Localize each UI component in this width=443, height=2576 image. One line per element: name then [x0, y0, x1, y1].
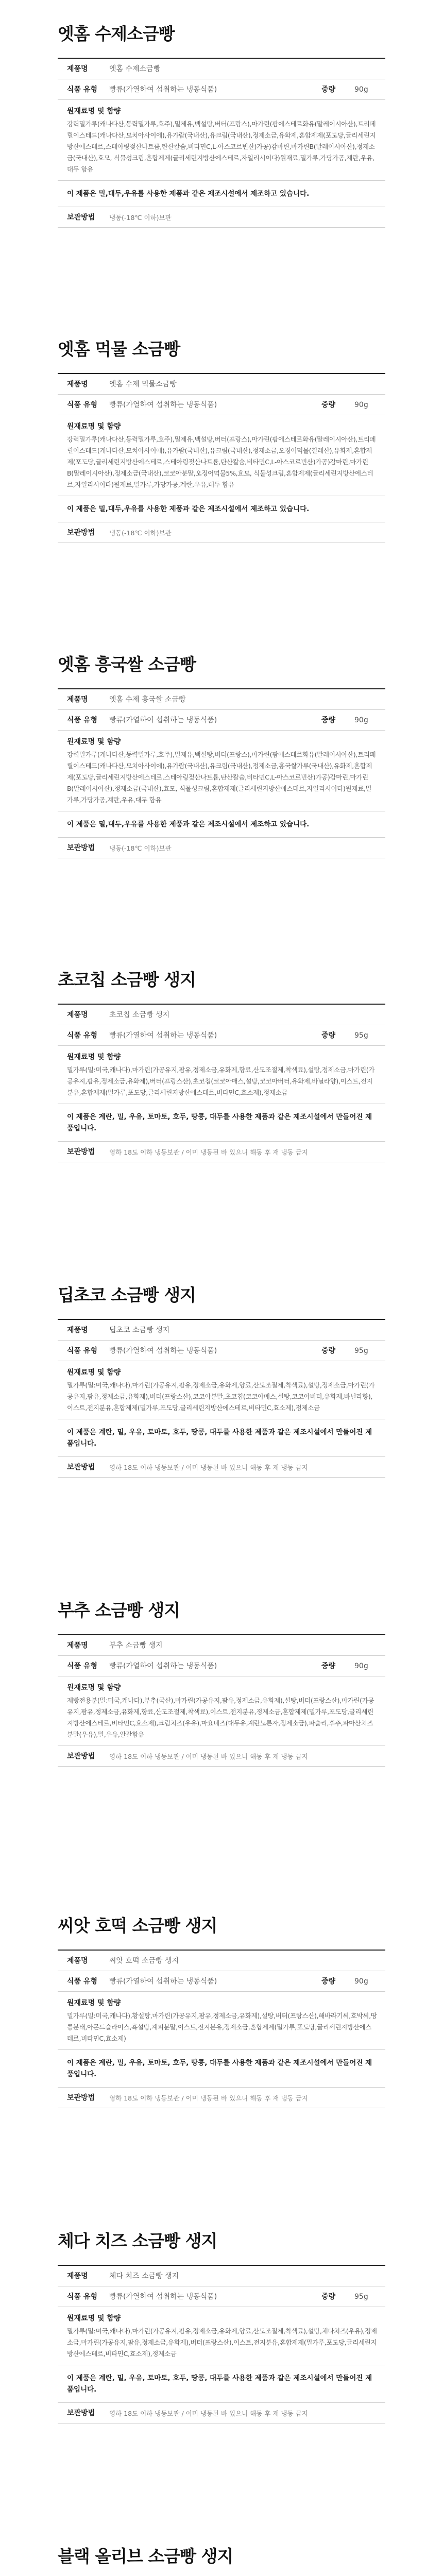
ingredients-row	[58, 1046, 385, 1104]
food-type-value: 빵류(가열하여 섭취하는 냉동식품)	[109, 1662, 217, 1670]
product-name-value: 초코칩 소금빵 생지	[109, 1011, 170, 1019]
allergy-warning: 이 제품은 계란, 밀, 우유, 토마토, 호두, 땅콩, 대두를 사용한 제품과 같은 제조시설에서 만들어진 제품입니다.	[58, 2050, 385, 2088]
storage-row	[58, 838, 385, 858]
storage-label: 보관방법	[67, 213, 95, 222]
ingredients-row	[58, 100, 385, 181]
product-name-label: 제품명	[67, 1011, 88, 1019]
storage-row	[58, 2088, 385, 2108]
ingredients-label: 원재료명 및 함량	[67, 107, 121, 115]
storage-label: 보관방법	[67, 529, 95, 537]
storage-value: 영하 18도 이하 냉동보관 / 이미 냉동된 바 있으니 해동 후 재 냉동 금지	[109, 1753, 308, 1760]
product-block	[0, 631, 443, 946]
ingredients-row	[58, 731, 385, 811]
product-info-table	[58, 688, 385, 858]
storage-row	[58, 207, 385, 228]
weight-label: 중량	[321, 1662, 336, 1670]
name-row	[58, 59, 385, 79]
ingredients-text: 강력밀가루(캐나다산,동력밀가루,호주),밀제유,백설탕,버터(프랑스),마가린(팜에스테르화유(말레이시아산),트리페릴이스테드(캐나다산,모치아사이에),유가람(국내산),유크림(국내산),정제소금,유화제,혼합제제(포도당,글리세린지방산에스테르,스테아링젖산나트륨,탄산칼슘,비타민C,L-아스코르빈산)가공)감마린,마가린B(말레이시아산),정제소금(국내산),효모, 식물성크림,혼합제제(글리세린지방산에스테르,자일리시이다)원재료,밀가루,가당가공,계란,우유,대두 함유	[67, 120, 376, 173]
storage-label: 보관방법	[67, 2409, 95, 2417]
product-block	[0, 2207, 443, 2522]
weight-value: 90g	[354, 1977, 368, 1986]
allergy-warning: 이 제품은 밀,대두,우유를 사용한 제품과 같은 제조시설에서 제조하고 있습니다.	[58, 181, 385, 207]
storage-row	[58, 2403, 385, 2424]
storage-label: 보관방법	[67, 2094, 95, 2102]
ingredients-label: 원재료명 및 함량	[67, 1368, 121, 1377]
food-type-label: 식품 유형	[67, 716, 97, 724]
name-row	[58, 1635, 385, 1656]
weight-label: 중량	[321, 716, 336, 724]
weight-value: 95g	[354, 1347, 368, 1355]
product-name-value: 부추 소금빵 생지	[109, 1641, 163, 1650]
product-title: 엣홈 먹물 소금빵	[58, 339, 180, 359]
allergy-warning: 이 제품은 계란, 밀, 우유, 토마토, 호두, 땅콩, 대두를 사용한 제품과 같은 제조시설에서 만들어진 제품입니다.	[58, 1419, 385, 1457]
type-row	[58, 710, 385, 731]
ingredients-row	[58, 415, 385, 496]
storage-value: 영하 18도 이하 냉동보관 / 이미 냉동된 바 있으니 해동 후 재 냉동 금지	[109, 1148, 308, 1156]
type-row	[58, 2286, 385, 2307]
type-row	[58, 1025, 385, 1046]
food-type-value: 빵류(가열하여 섭취하는 냉동식품)	[109, 401, 217, 409]
product-block	[0, 1892, 443, 2207]
product-name-value: 체다 치즈 소금빵 생지	[109, 2272, 179, 2280]
storage-label: 보관방법	[67, 1463, 95, 1471]
product-info-table	[58, 1319, 385, 1478]
ingredients-text: 밀가루(밀:미국,캐나다),마가린(가공유지,팜유,정제소금,유화제,향료,산도조절제,착색료),설탕,정제소금,마가린(가공유지,팜유,정제소금,유화제),버터(프랑스산),코코아분말,초코칩(코코아매스,설탕,코코아버터,유화제,바닐라향),이스트,전지분유,혼합제제(밀가루,포도당,글리세린지방산에스테르,비타민C,효소제),정제소금	[67, 1381, 375, 1412]
product-info-table	[58, 2265, 385, 2424]
weight-label: 중량	[321, 401, 336, 409]
product-name-value: 딥초코 소금빵 생지	[109, 1326, 170, 1334]
storage-value: 냉동(-18℃ 이하)보관	[109, 529, 172, 537]
ingredients-text: 강력밀가루(캐나다산,동력밀가루,호주),밀제유,백설탕,버터(프랑스),마가린(팜에스테르화유(말레이시아산),트리페릴이스테드(캐나다산,모치아사이에),유가람(국내산),유크림(국내산),정제소금,흥국쌀가루(국내산),유화제,혼합제제(포도당,글리세린지방산에스테르,스테아링젖산나트륨,탄산칼슘,비타민C,L-아스코르빈산)가공)감마린,마가린B(말레이시아산),정제소금(국내산),효모, 식물성크림,혼합제제(글리세린지방산에스테르,자일리시이다)원재료,밀가루,가당가공,계란,우유,대두 함유	[67, 751, 376, 804]
name-row	[58, 2266, 385, 2286]
allergy-warning: 이 제품은 밀,대두,우유를 사용한 제품과 같은 제조시설에서 제조하고 있습니다.	[58, 496, 385, 522]
name-row	[58, 1951, 385, 1971]
product-info-table	[58, 1004, 385, 1162]
product-name-label: 제품명	[67, 1641, 88, 1650]
allergy-warning: 이 제품은 계란, 밀, 우유, 토마토, 호두, 땅콩, 대두를 사용한 제품과 같은 제조시설에서 만들어진 제품입니다.	[58, 1104, 385, 1142]
type-row	[58, 1341, 385, 1361]
weight-value: 90g	[354, 716, 368, 724]
ingredients-row	[58, 1676, 385, 1746]
storage-row	[58, 1142, 385, 1162]
ingredients-label: 원재료명 및 함량	[67, 1684, 121, 1692]
product-info-table	[58, 58, 385, 228]
ingredients-row	[58, 1992, 385, 2050]
food-type-label: 식품 유형	[67, 1347, 97, 1355]
ingredients-text: 밀가루(밀:미국,캐나다),황설탕,마가린(가공유지,팜유,정제소금,유화제),설탕,버터(프랑스산),해바라기씨,호박씨,땅콩분태,아몬드슬라이스,흑설탕,계피분말,이스트,전지분유,정제소금,혼합제제(밀가루,포도당,글리세린지방산에스테르,비타민C,효소제)	[67, 2012, 377, 2042]
product-title: 딥초코 소금빵 생지	[58, 1285, 196, 1305]
name-row	[58, 1005, 385, 1025]
food-type-label: 식품 유형	[67, 401, 97, 409]
name-row	[58, 374, 385, 395]
type-row	[58, 1971, 385, 1992]
weight-value: 90g	[354, 1662, 368, 1670]
weight-value: 90g	[354, 86, 368, 94]
weight-value: 95g	[354, 1031, 368, 1040]
product-name-label: 제품명	[67, 696, 88, 704]
weight-value: 90g	[354, 401, 368, 409]
name-row	[58, 689, 385, 710]
food-type-value: 빵류(가열하여 섭취하는 냉동식품)	[109, 1031, 217, 1040]
storage-value: 영하 18도 이하 냉동보관 / 이미 냉동된 바 있으니 해동 후 재 냉동 금지	[109, 2094, 308, 2102]
type-row	[58, 79, 385, 100]
product-name-label: 제품명	[67, 1957, 88, 1965]
storage-label: 보관방법	[67, 1148, 95, 1156]
ingredients-row	[58, 1361, 385, 1419]
ingredients-label: 원재료명 및 함량	[67, 2314, 121, 2323]
weight-value: 95g	[354, 2293, 368, 2301]
product-name-label: 제품명	[67, 65, 88, 73]
storage-value: 영하 18도 이하 냉동보관 / 이미 냉동된 바 있으니 해동 후 재 냉동 금지	[109, 2410, 308, 2417]
storage-row	[58, 522, 385, 543]
weight-label: 중량	[321, 2293, 336, 2301]
food-type-label: 식품 유형	[67, 2293, 97, 2301]
food-type-value: 빵류(가열하여 섭취하는 냉동식품)	[109, 86, 217, 94]
product-block	[0, 1577, 443, 1892]
ingredients-label: 원재료명 및 함량	[67, 1053, 121, 1061]
product-info-table	[58, 1950, 385, 2108]
ingredients-text: 밀가루(밀:미국,캐나다),마가린(가공유지,팜유,정제소금,유화제,향료,산도조절제,착색료),설탕,체다치즈(우유),정제소금,마가린(가공유지,팜유,정제소금,유화제),버터(프랑스산),이스트,전지분유,혼합제제(밀가루,포도당,글리세린지방산에스테르,비타민C,효소제),정제소금	[67, 2327, 377, 2358]
weight-label: 중량	[321, 86, 336, 94]
type-row	[58, 1656, 385, 1676]
food-type-label: 식품 유형	[67, 1662, 97, 1670]
product-title: 체다 치즈 소금빵 생지	[58, 2231, 217, 2251]
weight-label: 중량	[321, 1347, 336, 1355]
food-type-value: 빵류(가열하여 섭취하는 냉동식품)	[109, 716, 217, 724]
ingredients-label: 원재료명 및 함량	[67, 422, 121, 431]
type-row	[58, 395, 385, 415]
weight-label: 중량	[321, 1977, 336, 1986]
food-type-label: 식품 유형	[67, 1031, 97, 1040]
food-type-label: 식품 유형	[67, 1977, 97, 1986]
food-type-label: 식품 유형	[67, 86, 97, 94]
food-type-value: 빵류(가열하여 섭취하는 냉동식품)	[109, 1347, 217, 1355]
product-info-table	[58, 373, 385, 543]
ingredients-label: 원재료명 및 함량	[67, 738, 121, 746]
storage-row	[58, 1746, 385, 1767]
product-name-label: 제품명	[67, 380, 88, 388]
ingredients-text: 밀가루(밀:미국,캐나다),마가린(가공유지,팜유,정제소금,유화제,향료,산도조절제,착색료),설탕,정제소금,마가린(가공유지,팜유,정제소금,유화제),버터(프랑스산),초코칩(코코아매스,설탕,코코아버터,유화제,바닐라향),이스트,전지분유,혼합제제(밀가루,포도당,글리세린지방산에스테르,비타민C,효소제),정제소금	[67, 1066, 375, 1096]
product-title: 엣홈 수제소금빵	[58, 24, 175, 44]
product-title: 부추 소금빵 생지	[58, 1600, 180, 1620]
product-title: 초코칩 소금빵 생지	[58, 970, 196, 990]
product-name-value: 엣홈 수제 먹물소금빵	[109, 380, 177, 388]
storage-row	[58, 1457, 385, 1478]
product-block	[0, 2522, 443, 2576]
food-type-value: 빵류(가열하여 섭취하는 냉동식품)	[109, 2293, 217, 2301]
product-block	[0, 946, 443, 1261]
ingredients-text: 제빵전용분(밀:미국,캐나다),부추(국산),마가린(가공유지,팜유,정제소금,유화제),설탕,버터(프랑스산),마가린(가공유지,팜유,정제소금,유화제,향료,산도조절제,착색료),이스트,전지분유,정제소금,혼합제제(밀가루,포도당,글리세린지방산에스테르,비타민C,효소제),크림치즈(우유),마요네즈(대두유,계란노른자,정제소금),파슬리,후추,파마산치즈분말(우유),밀,우유,알갈함유	[67, 1697, 374, 1738]
product-title: 엣홈 흥국쌀 소금빵	[58, 654, 196, 674]
name-row	[58, 1320, 385, 1341]
storage-value: 냉동(-18℃ 이하)보관	[109, 844, 172, 852]
product-name-label: 제품명	[67, 1326, 88, 1334]
ingredients-text: 강력밀가루(캐나다산,동력밀가루,호주),밀제유,백설탕,버터(프랑스),마가린(팜에스테르화유(말레이시아산),트리페릴이스테드(캐나다산,모치아사이에),유가람(국내산),유크림(국내산),정제소금,오징어먹물(칠레산),유화제,혼합제제(포도당,글리세린지방산에스테르,스테아링젖산나트륨,탄산칼슘,비타민C,L-아스코르빈산)가공)감마린,마가린B(말레이시아산),정제소금(국내산),코코아분말,오징어먹물5%,효모, 식물성크림,혼합제제(글리세린지방산에스테르,자일리시이다)원재료,밀가루,가당가공,계란,우유,대두 함유	[67, 435, 376, 488]
product-block	[0, 0, 443, 315]
product-block	[0, 315, 443, 631]
storage-value: 영하 18도 이하 냉동보관 / 이미 냉동된 바 있으니 해동 후 재 냉동 금지	[109, 1464, 308, 1471]
product-name-value: 엣홈 수제소금빵	[109, 65, 161, 73]
product-title: 씨앗 호떡 소금빵 생지	[58, 1916, 217, 1936]
food-type-value: 빵류(가열하여 섭취하는 냉동식품)	[109, 1977, 217, 1986]
storage-label: 보관방법	[67, 844, 95, 852]
storage-label: 보관방법	[67, 1752, 95, 1760]
product-block	[0, 1261, 443, 1577]
product-name-value: 엣홈 수제 흥국쌀 소금빵	[109, 696, 186, 704]
allergy-warning: 이 제품은 계란, 밀, 우유, 토마토, 호두, 땅콩, 대두를 사용한 제품과 같은 제조시설에서 만들어진 제품입니다.	[58, 2365, 385, 2403]
product-name-value: 씨앗 호떡 소금빵 생지	[109, 1957, 179, 1965]
product-name-label: 제품명	[67, 2272, 88, 2280]
ingredients-label: 원재료명 및 함량	[67, 1999, 121, 2007]
allergy-warning: 이 제품은 밀,대두,우유를 사용한 제품과 같은 제조시설에서 제조하고 있습니다.	[58, 811, 385, 838]
ingredients-row	[58, 2307, 385, 2365]
product-title: 블랙 올리브 소금빵 생지	[58, 2546, 233, 2566]
product-info-table	[58, 1634, 385, 1767]
weight-label: 중량	[321, 1031, 336, 1040]
storage-value: 냉동(-18℃ 이하)보관	[109, 214, 172, 222]
